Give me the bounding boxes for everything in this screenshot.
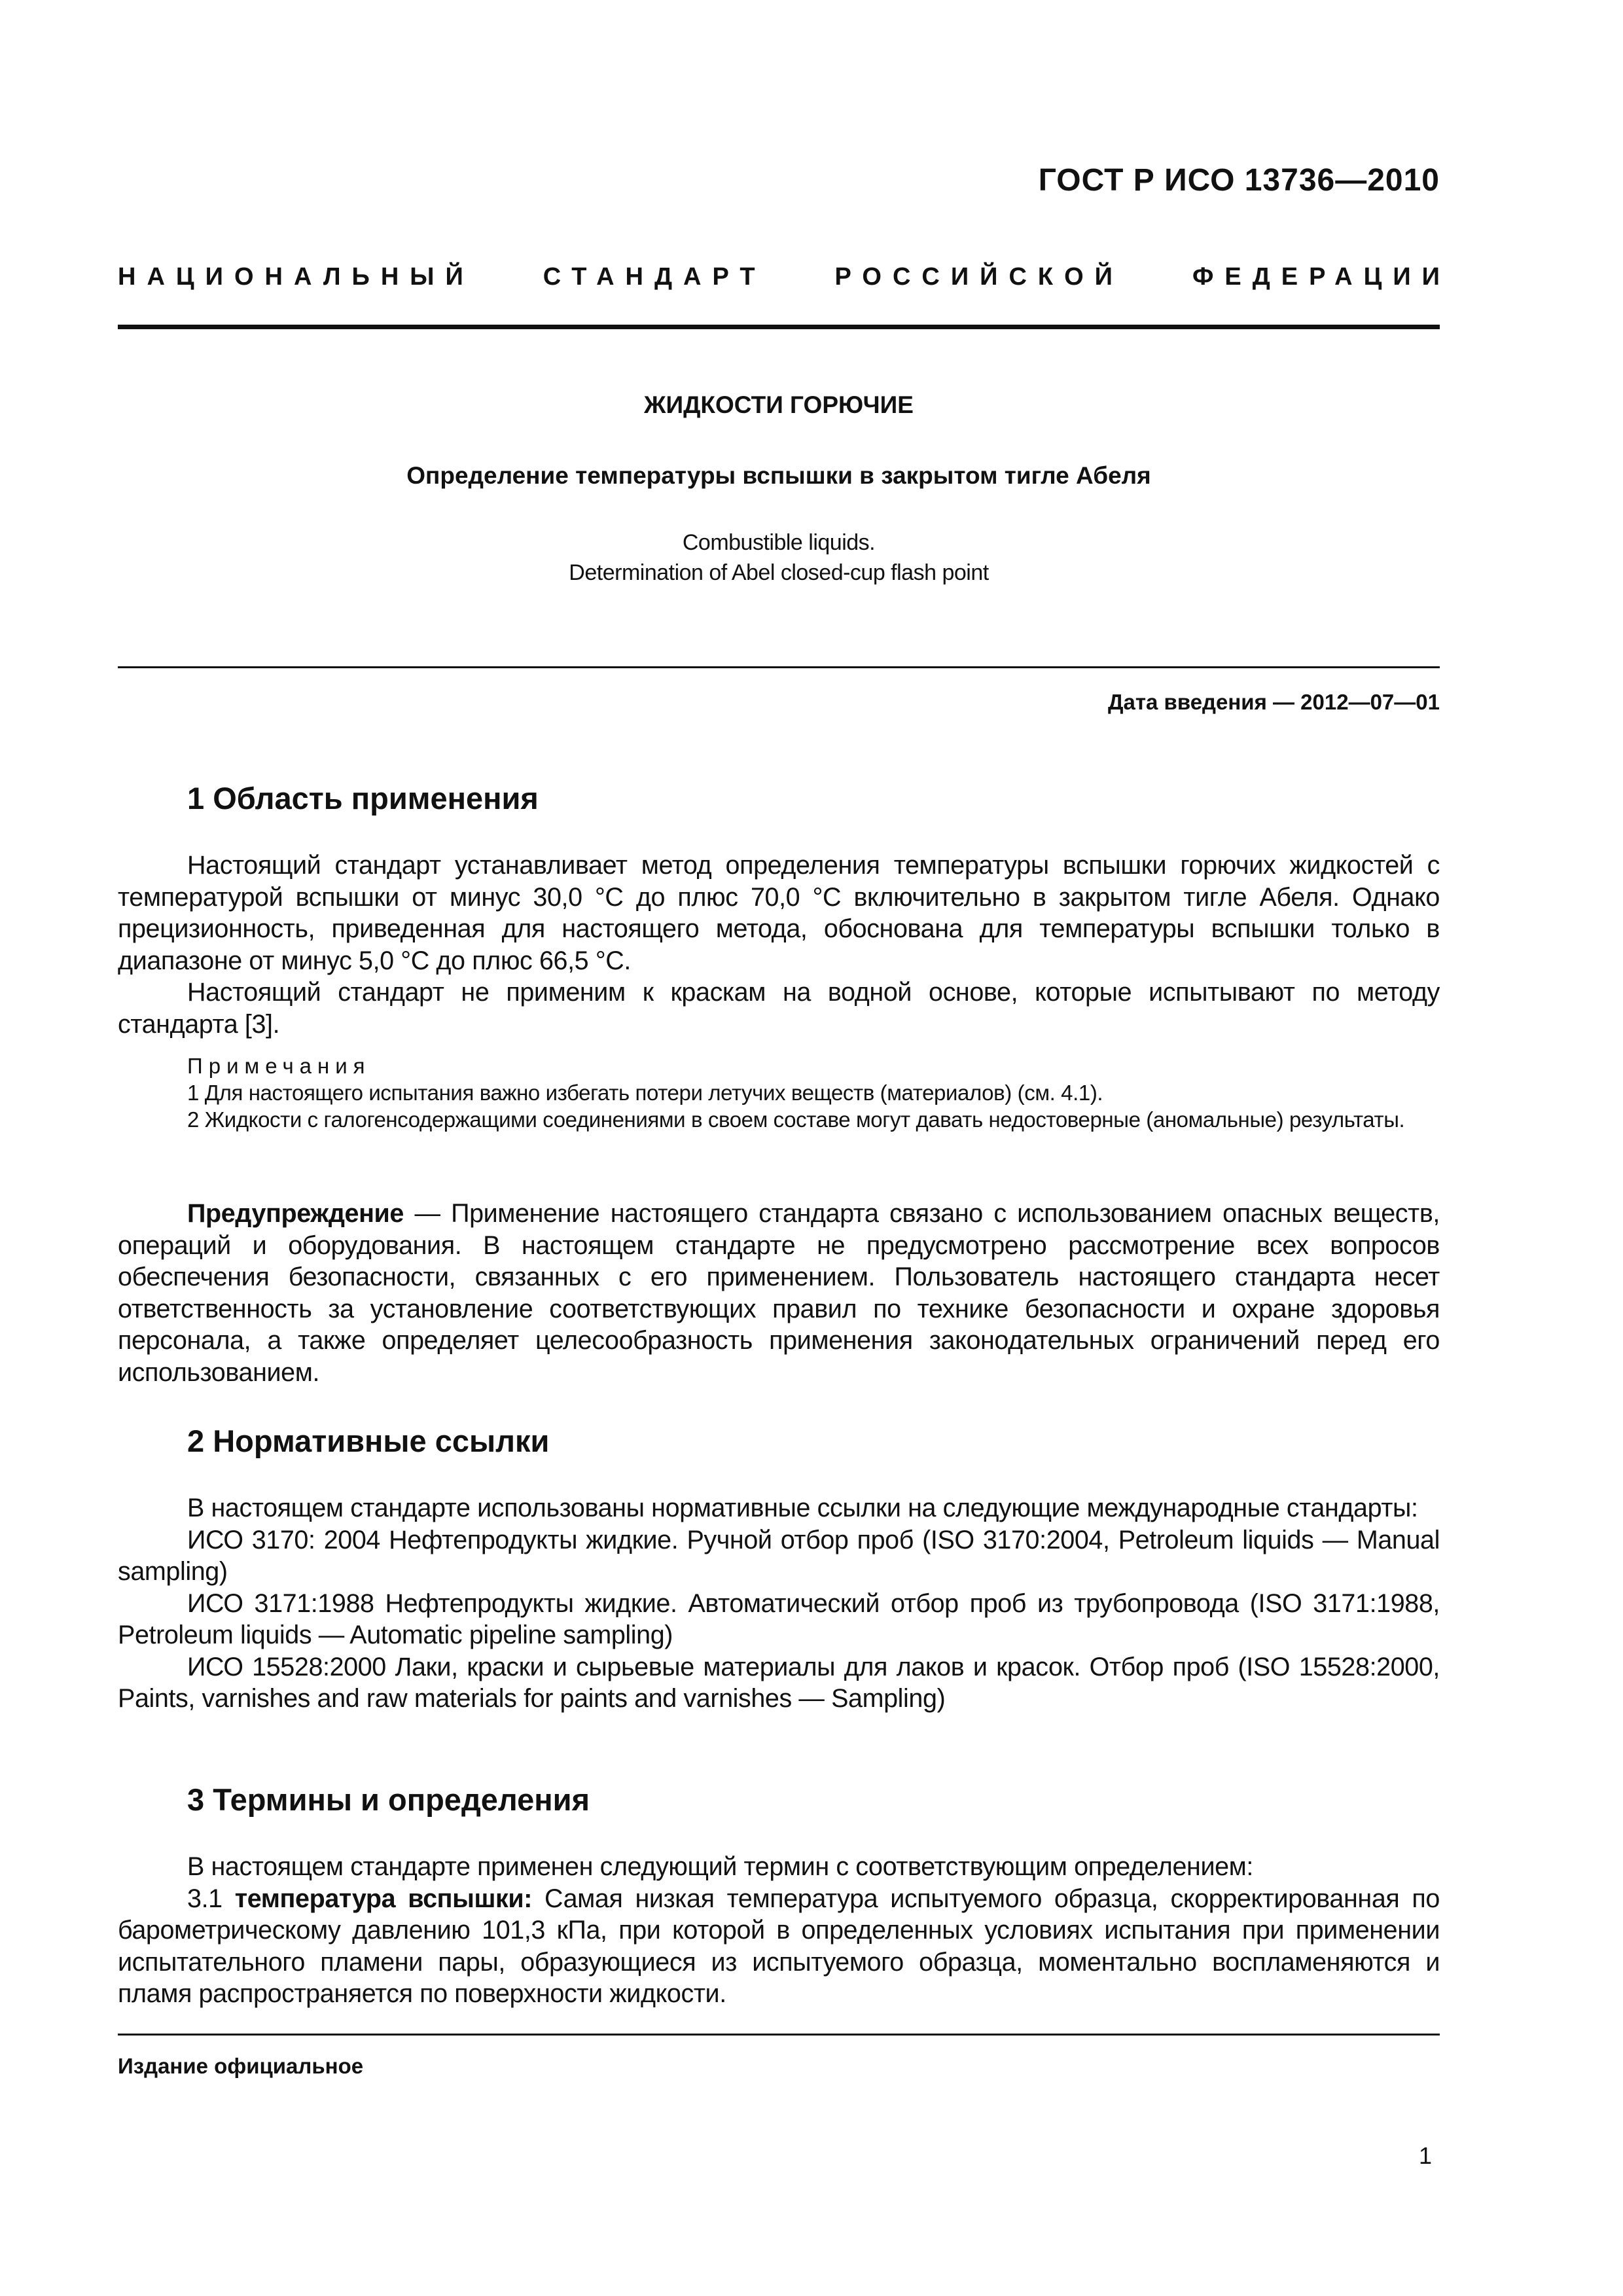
term-definition	[118, 1883, 1440, 2010]
english-title-line: Determination of Abel closed-cup flash point	[569, 560, 989, 585]
paragraph: Настоящий стандарт устанавливает метод определения температуры вспышки горючих жидкостей с температурой вспышки от минус 30,0 °С до плюс 70,0 °С включительно в закрытом тигле Абеля. Однако прецизионность, приведенная для настоящего метода, обоснована для температуры вспышки только в диапазоне от минус 5,0 °С до плюс 66,5 °С.	[118, 851, 1440, 975]
note-item: 2 Жидкости с галогенсодержащими соединениями в своем составе могут давать недостоверные (аномальные) результаты.	[187, 1107, 1405, 1132]
document-number: ГОСТ Р ИСО 13736—2010	[1038, 163, 1440, 198]
term-label: температура вспышки:	[234, 1884, 532, 1913]
footer-divider	[118, 2034, 1440, 2036]
english-title-line: Combustible liquids.	[682, 530, 876, 555]
reference-item: ИСО 3171:1988 Нефтепродукты жидкие. Автоматический отбор проб из трубопровода (ISO 3171:1988, Petroleum liquids — Automatic pipeline sampling)	[118, 1588, 1440, 1649]
introduction-date: Дата введения — 2012—07—01	[1108, 690, 1440, 714]
term-number: 3.1	[187, 1884, 235, 1913]
section-3-heading: 3 Термины и определения	[187, 1782, 590, 1817]
section-3-body	[118, 1851, 1440, 2010]
banner-word: ФЕДЕРАЦИИ	[1192, 263, 1451, 291]
section-2-body	[118, 1492, 1440, 1715]
warning-block	[118, 1198, 1440, 1388]
page-number: 1	[1418, 2142, 1432, 2169]
national-standard-banner	[118, 263, 1451, 291]
banner-word: РОССИЙСКОЙ	[834, 263, 1124, 291]
document-title: ЖИДКОСТИ ГОРЮЧИЕ	[644, 391, 914, 418]
section-1-heading: 1 Область применения	[187, 781, 539, 816]
header-divider	[118, 325, 1440, 329]
term-text: Самая низкая температура испытуемого образца, скорректированная по барометрическому давлению 101,3 кПа, при которой в определенных условиях испытания при применении испытательного пламени пары, образующиеся из испытуемого образца, моментально воспламеняются и пламя распространяется по поверхности жидкости.	[118, 1884, 1440, 2008]
paragraph: В настоящем стандарте применен следующий термин с соответствующим определением:	[187, 1852, 1254, 1881]
note-item: 1 Для настоящего испытания важно избегать потери летучих веществ (материалов) (см. 4.1).	[187, 1081, 1103, 1105]
document-subtitle: Определение температуры вспышки в закрытом тигле Абеля	[406, 462, 1151, 489]
reference-item: ИСО 15528:2000 Лаки, краски и сырьевые материалы для лаков и красок. Отбор проб (ISO 15528:2000, Paints, varnishes and raw materials for paints and varnishes — Sampling)	[118, 1652, 1440, 1713]
banner-word: НАЦИОНАЛЬНЫЙ	[118, 263, 474, 291]
warning-label: Предупреждение	[187, 1199, 404, 1228]
official-edition-label: Издание официальное	[118, 2054, 364, 2078]
english-title	[118, 528, 1440, 588]
warning-paragraph	[118, 1198, 1440, 1388]
section-2-heading: 2 Нормативные ссылки	[187, 1424, 550, 1458]
notes-heading: Примечания	[187, 1054, 371, 1078]
warning-text: — Применение настоящего стандарта связано с использованием опасных веществ, операций и оборудования. В настоящем стандарте не предусмотрено рассмотрение всех вопросов обеспечения безопасности, связанных с его применением. Пользователь настоящего стандарта несет ответственность за установление соответствующих правил по технике безопасности и охране здоровья персонала, а также определяет целесообразность применения законодательных ограничений перед его использованием.	[118, 1199, 1440, 1387]
paragraph: В настоящем стандарте использованы нормативные ссылки на следующие международные стандарты:	[187, 1494, 1418, 1522]
notes-block	[118, 1052, 1440, 1133]
banner-word: СТАНДАРТ	[543, 263, 766, 291]
reference-item: ИСО 3170: 2004 Нефтепродукты жидкие. Ручной отбор проб (ISO 3170:2004, Petroleum liquids — Manual sampling)	[118, 1525, 1440, 1586]
paragraph: Настоящий стандарт не применим к краскам на водной основе, которые испытывают по методу стандарта [3].	[118, 978, 1440, 1039]
title-divider	[118, 666, 1440, 668]
section-1-body	[118, 850, 1440, 1040]
